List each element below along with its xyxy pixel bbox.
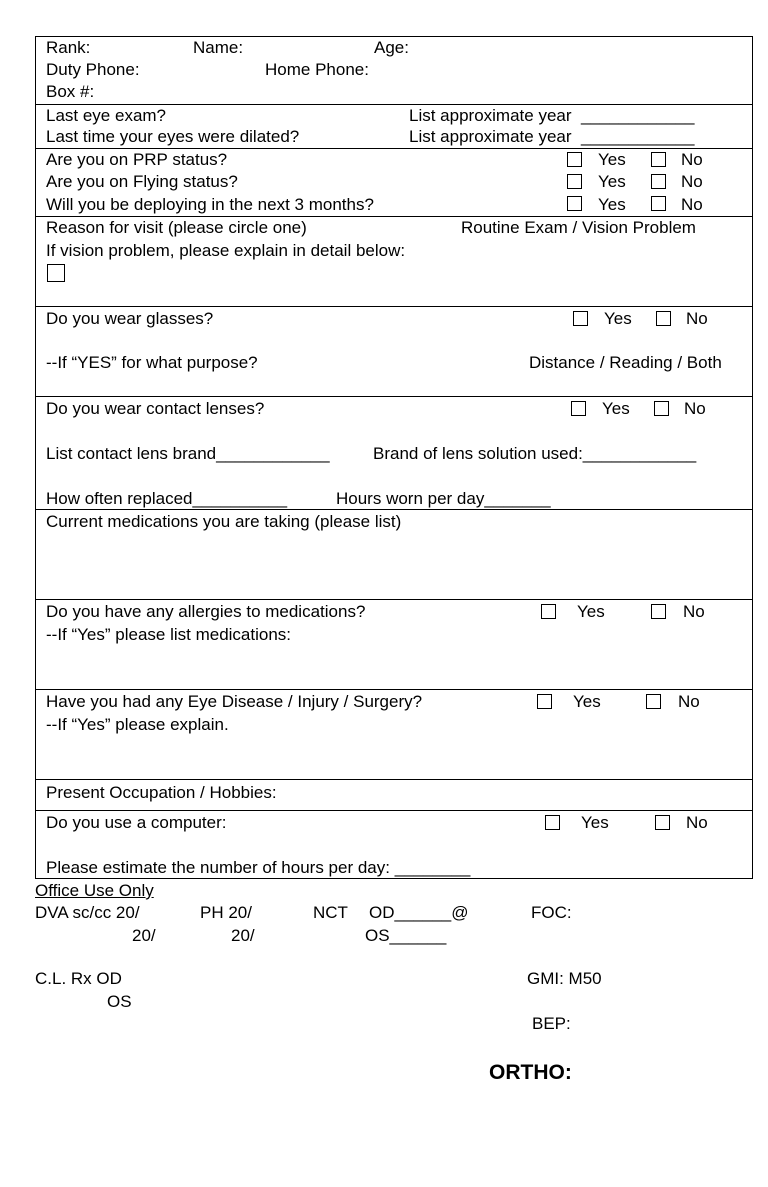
deploying-question: Will you be deploying in the next 3 months? (46, 195, 374, 214)
age-label: Age: (374, 38, 409, 57)
yes-label: Yes (602, 399, 630, 418)
divider (35, 216, 753, 217)
office-use-title: Office Use Only (35, 881, 154, 900)
allergies-yes-checkbox[interactable] (541, 604, 556, 619)
replaced-field[interactable]: How often replaced__________ (46, 489, 288, 508)
glasses-purpose-options[interactable]: Distance / Reading / Both (529, 353, 722, 372)
rank-label: Rank: (46, 38, 91, 57)
prp-status-question: Are you on PRP status? (46, 150, 228, 169)
glasses-no-checkbox[interactable] (656, 311, 671, 326)
dva-label: DVA sc/cc 20/ (35, 903, 140, 922)
glasses-yes-checkbox[interactable] (573, 311, 588, 326)
last-eye-exam-label: Last eye exam? (46, 106, 167, 125)
yes-label: Yes (598, 195, 626, 214)
frame-right-border (752, 36, 753, 879)
divider (35, 104, 753, 105)
dva-os-label: 20/ (132, 926, 156, 945)
last-dilated-label: Last time your eyes were dilated? (46, 127, 300, 146)
divider (35, 689, 753, 690)
name-label: Name: (193, 38, 244, 57)
eye-disease-question: Have you had any Eye Disease / Injury / Surgery? (46, 692, 423, 711)
nct-os-field[interactable]: OS______ (365, 926, 447, 945)
visit-options[interactable]: Routine Exam / Vision Problem (461, 218, 696, 237)
yes-label: Yes (573, 692, 601, 711)
flying-status-question: Are you on Flying status? (46, 172, 238, 191)
computer-no-checkbox[interactable] (655, 815, 670, 830)
yes-label: Yes (598, 150, 626, 169)
computer-hours-field[interactable]: Please estimate the number of hours per day: ________ (46, 858, 471, 877)
yes-label: Yes (581, 813, 609, 832)
computer-yes-checkbox[interactable] (545, 815, 560, 830)
glasses-question: Do you wear glasses? (46, 309, 214, 328)
divider (35, 599, 753, 600)
yes-label: Yes (604, 309, 632, 328)
disease-no-checkbox[interactable] (646, 694, 661, 709)
frame-left-border (35, 36, 36, 879)
divider (35, 36, 753, 37)
divider (35, 878, 753, 879)
no-label: No (681, 195, 703, 214)
divider (35, 396, 753, 397)
disease-yes-checkbox[interactable] (537, 694, 552, 709)
glasses-purpose-label: --If “YES” for what purpose? (46, 353, 258, 372)
duty-phone-label: Duty Phone: (46, 60, 140, 79)
no-label: No (681, 172, 703, 191)
contacts-question: Do you wear contact lenses? (46, 399, 265, 418)
allergies-no-checkbox[interactable] (651, 604, 666, 619)
no-label: No (686, 813, 708, 832)
cl-rx-od-label: C.L. Rx OD (35, 969, 122, 988)
contacts-yes-checkbox[interactable] (571, 401, 586, 416)
dilated-year-field[interactable]: List approximate year ____________ (409, 127, 695, 146)
disease-followup: --If “Yes” please explain. (46, 715, 229, 734)
divider (35, 810, 753, 811)
deploying-yes-checkbox[interactable] (567, 196, 582, 211)
flying-no-checkbox[interactable] (651, 174, 666, 189)
divider (35, 509, 753, 510)
nct-label: NCT (313, 903, 348, 922)
no-label: No (681, 150, 703, 169)
divider (35, 306, 753, 307)
yes-label: Yes (577, 602, 605, 621)
exam-year-field[interactable]: List approximate year ____________ (409, 106, 695, 125)
contacts-no-checkbox[interactable] (654, 401, 669, 416)
no-label: No (678, 692, 700, 711)
home-phone-label: Home Phone: (265, 60, 369, 79)
lens-solution-field[interactable]: Brand of lens solution used:____________ (373, 444, 697, 463)
prp-yes-checkbox[interactable] (567, 152, 582, 167)
reason-for-visit-label: Reason for visit (please circle one) (46, 218, 307, 237)
deploying-no-checkbox[interactable] (651, 196, 666, 211)
no-label: No (686, 309, 708, 328)
ph-os-label: 20/ (231, 926, 255, 945)
no-label: No (683, 602, 705, 621)
no-label: No (684, 399, 706, 418)
ph-label: PH 20/ (200, 903, 252, 922)
cl-rx-os-label: OS (107, 992, 132, 1011)
hours-worn-field[interactable]: Hours worn per day_______ (336, 489, 551, 508)
divider (35, 148, 753, 149)
allergies-followup: --If “Yes” please list medications: (46, 625, 292, 644)
divider (35, 779, 753, 780)
gmi-label: GMI: M50 (527, 969, 602, 988)
allergies-question: Do you have any allergies to medications? (46, 602, 366, 621)
nct-od-field[interactable]: OD______@ (369, 903, 469, 922)
vision-problem-checkbox[interactable] (47, 264, 65, 282)
current-medications-label: Current medications you are taking (please list) (46, 512, 402, 531)
contact-brand-field[interactable]: List contact lens brand____________ (46, 444, 330, 463)
foc-label: FOC: (531, 903, 572, 922)
box-label: Box #: (46, 82, 95, 101)
occupation-label: Present Occupation / Hobbies: (46, 783, 277, 802)
yes-label: Yes (598, 172, 626, 191)
vision-explain-label: If vision problem, please explain in detail below: (46, 241, 406, 260)
prp-no-checkbox[interactable] (651, 152, 666, 167)
bep-label: BEP: (532, 1014, 571, 1033)
ortho-label: ORTHO: (489, 1061, 572, 1084)
flying-yes-checkbox[interactable] (567, 174, 582, 189)
computer-question: Do you use a computer: (46, 813, 227, 832)
